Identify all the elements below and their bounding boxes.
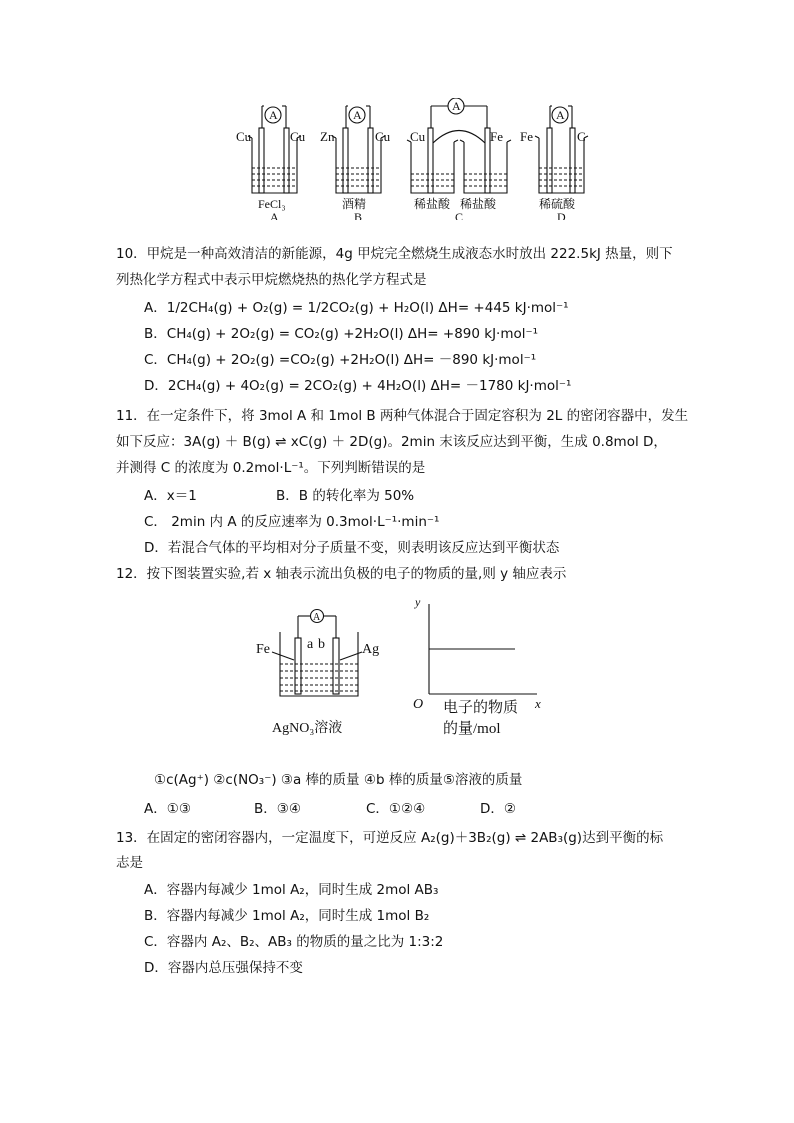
cell-b-letter: B [354, 210, 363, 220]
q12-cell-figure [250, 604, 400, 739]
q12-ammeter-label: A [313, 612, 321, 623]
cell-d-letter: D [557, 210, 566, 220]
q11-option-b: B．B 的转化率为 50% [276, 488, 415, 504]
ammeter-a-label: A [269, 108, 278, 122]
q12-fe-electrode: Fe [256, 642, 270, 657]
cell-c-solution-right: 稀盐酸 [460, 197, 497, 211]
q11-stem-line2: 如下反应：3A(g) ＋ B(g) ⇌ xC(g) ＋ 2D(g)。2min 末该反应达到平衡，生成 0.8mol D， [116, 434, 667, 450]
cell-a-right-electrode: Cu [290, 129, 306, 144]
ammeter-d-label: A [556, 108, 565, 122]
q13-stem-line2: 志是 [116, 855, 143, 871]
ammeter-b-label: A [353, 108, 362, 122]
q13-option-a: A．容器内每减少 1mol A₂，同时生成 2mol AB₃ [144, 882, 439, 898]
q13-option-c: C．容器内 A₂、B₂、AB₃ 的物质的量之比为 1:3:2 [144, 934, 444, 950]
q12-graph [405, 596, 565, 741]
q10-stem-line1: 10．甲烷是一种高效清洁的新能源，4g 甲烷完全燃烧生成液态水时放出 222.5kJ 热量，则下 [116, 246, 673, 262]
cell-d-left-electrode: Fe [520, 129, 533, 144]
cell-a-left-electrode: Cu [236, 129, 252, 144]
ammeter-c-label: A [452, 99, 461, 113]
q10-option-b: B．CH₄(g) + 2O₂(g) = CO₂(g) +2H₂O(l) ΔH= +890 kJ·mol⁻¹ [144, 326, 539, 342]
q12-ag-electrode: Ag [362, 642, 380, 657]
cell-b-right-electrode: Cu [375, 129, 391, 144]
cell-b-solution: 酒精 [342, 197, 367, 211]
q12-stem: 12．按下图装置实验,若 x 轴表示流出负极的电子的物质的量,则 y 轴应表示 [116, 566, 567, 582]
graph-y-label: y [415, 596, 421, 609]
cell-d-solution: 稀硫酸 [539, 197, 576, 211]
q12-option-c: C．①②④ [366, 801, 426, 817]
q10-option-c: C．CH₄(g) + 2O₂(g) =CO₂(g) +2H₂O(l) ΔH= －890 kJ·mol⁻¹ [144, 352, 537, 368]
cell-a-letter: A [270, 210, 279, 220]
cell-d-right-electrode: C [577, 129, 586, 144]
q12-option-d: D．② [480, 801, 516, 817]
q13-option-d: D．容器内总压强保持不变 [144, 960, 303, 976]
q13-stem-line1: 13．在固定的密闭容器内，一定温度下，可逆反应 A₂(g)＋3B₂(g) ⇌ 2AB₃(g)达到平衡的标 [116, 830, 664, 846]
q13-option-b: B．容器内每减少 1mol A₂，同时生成 1mol B₂ [144, 908, 430, 924]
q12-option-a: A．①③ [144, 801, 191, 817]
q11-option-c: C． 2min 内 A 的反应速率为 0.3mol·L⁻¹·min⁻¹ [144, 514, 440, 530]
cells-figure [230, 98, 590, 220]
q12-electrode-b: b [318, 637, 325, 652]
graph-x-title-line2: 的量/mol [443, 721, 501, 737]
cell-c-letter: C [455, 210, 464, 220]
cell-c-solution-left: 稀盐酸 [414, 197, 451, 211]
q11-stem-line1: 11．在一定条件下，将 3mol A 和 1mol B 两种气体混合于固定容积为 2L 的密闭容器中，发生 [116, 408, 689, 424]
q12-solution-label: AgNO₃溶液 [272, 721, 343, 736]
q12-items: ①c(Ag⁺) ②c(NO₃⁻) ③a 棒的质量 ④b 棒的质量⑤溶液的质量 [154, 772, 523, 788]
q12-option-b: B．③④ [254, 801, 301, 817]
q11-stem-line3: 并测得 C 的浓度为 0.2mol·L⁻¹。下列判断错误的是 [116, 460, 426, 476]
q11-option-d: D．若混合气体的平均相对分子质量不变，则表明该反应达到平衡状态 [144, 540, 560, 556]
cell-c-left-electrode: Cu [410, 129, 426, 144]
graph-x-label: x [535, 696, 541, 711]
cell-b-left-electrode: Zn [320, 129, 335, 144]
q10-stem-line2: 列热化学方程式中表示甲烷燃烧热的热化学方程式是 [116, 272, 427, 288]
graph-x-title-line1: 电子的物质 [443, 700, 519, 716]
q10-option-d: D．2CH₄(g) + 4O₂(g) = 2CO₂(g) + 4H₂O(l) ΔH= －1780 kJ·mol⁻¹ [144, 378, 572, 394]
q11-option-a: A．x＝1 [144, 488, 197, 504]
cell-c-right-electrode: Fe [490, 129, 503, 144]
q10-option-a: A．1/2CH₄(g) + O₂(g) = 1/2CO₂(g) + H₂O(l) ΔH= +445 kJ·mol⁻¹ [144, 300, 569, 316]
q12-electrode-a: a [307, 637, 314, 652]
graph-origin: O [413, 697, 424, 712]
cell-a-solution: FeCl₃ [258, 197, 286, 211]
